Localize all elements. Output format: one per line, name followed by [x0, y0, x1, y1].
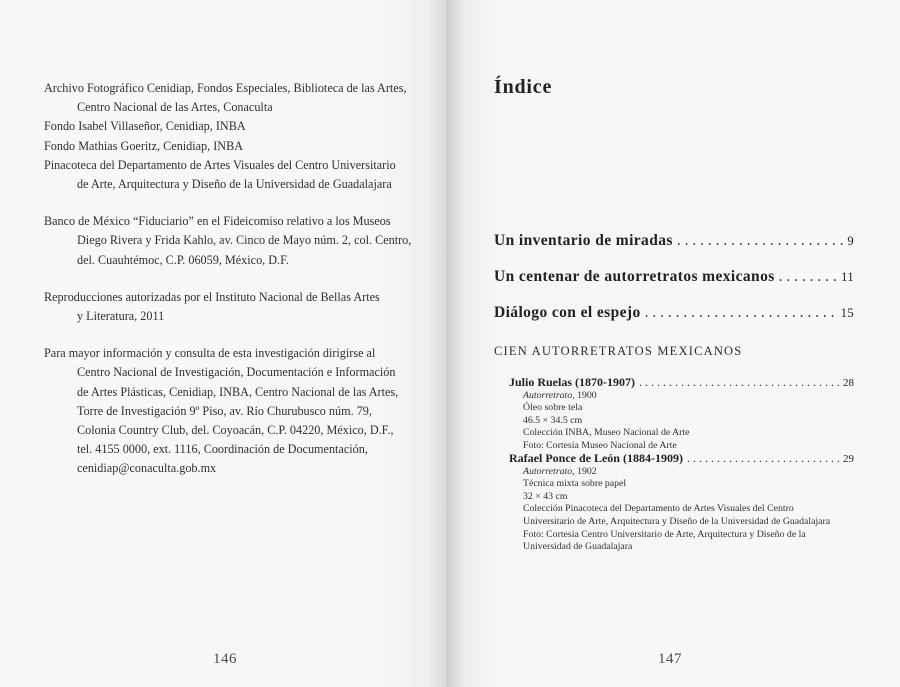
- credit-line: Reproducciones autorizadas por el Instituto Nacional de Bellas Artes: [44, 289, 380, 304]
- toc-page: 9: [847, 234, 854, 248]
- credit-line: de Artes Plásticas, Cenidiap, INBA, Centro Nacional de las Artes,: [77, 384, 399, 399]
- toc-label: Un inventario de miradas: [494, 232, 673, 249]
- artwork-title: Autorretrato: [523, 389, 573, 401]
- entry-leader: [639, 376, 839, 389]
- toc-leader: [677, 232, 844, 250]
- credit-line: Fondo Isabel Villaseñor, Cenidiap, INBA: [44, 119, 246, 134]
- credit-line: cenidiap@conaculta.gob.mx: [77, 461, 217, 476]
- toc-label: Diálogo con el espejo: [494, 304, 641, 321]
- credit-block: [44, 288, 414, 326]
- credit-line: de Arte, Arquitectura y Diseño de la Universidad de Guadalajara: [77, 177, 392, 192]
- credit-line: Centro Nacional de Investigación, Documentación e Información: [77, 365, 396, 380]
- artwork-entry: [509, 452, 854, 554]
- credit-line: tel. 4155 0000, ext. 1116, Coordinación de Documentación,: [77, 442, 368, 457]
- page-number: 146: [213, 651, 237, 667]
- credit-block: [44, 117, 414, 136]
- entry-heading: [509, 376, 854, 390]
- credit-line: Fondo Mathias Goeritz, Cenidiap, INBA: [44, 138, 244, 153]
- credit-block: [44, 137, 414, 156]
- detail-line: 32 × 43 cm: [523, 490, 568, 502]
- detail-line: Técnica mixta sobre papel: [523, 478, 627, 490]
- entry-leader: [687, 452, 839, 465]
- artwork-title: Autorretrato: [523, 465, 573, 477]
- detail-line: Universidad de Guadalajara: [523, 541, 633, 553]
- artwork-title-line: [523, 390, 854, 403]
- credit-line: Para mayor información y consulta de esta investigación dirigirse al: [44, 346, 376, 361]
- entry-page: 28: [843, 377, 854, 389]
- artwork-year: , 1900: [572, 389, 597, 401]
- toc-entry: [494, 268, 854, 286]
- detail-line: Foto: Cortesía Museo Nacional de Arte: [523, 439, 677, 451]
- credit-line: del. Cuauhtémoc, C.P. 06059, México, D.F.: [77, 252, 289, 267]
- credit-block: [44, 212, 414, 270]
- detail-line: Colección Pinacoteca del Departamento de Artes Visuales del Centro: [523, 503, 794, 515]
- detail-line: Universitario de Arte, Arquitectura y Diseño de la Universidad de Guadalajara: [523, 515, 831, 527]
- credit-line: Diego Rivera y Frida Kahlo, av. Cinco de Mayo núm. 2, col. Centro,: [77, 233, 412, 248]
- page-number: 147: [658, 651, 682, 667]
- entry-details: [509, 390, 854, 453]
- toc-entry: [494, 232, 854, 250]
- credit-line: Archivo Fotográfico Cenidiap, Fondos Especiales, Biblioteca de las Artes,: [44, 81, 407, 95]
- toc-label: Un centenar de autorretratos mexicanos: [494, 268, 775, 285]
- credit-line: Colonia Country Club, del. Coyoacán, C.P. 04220, México, D.F.,: [77, 423, 394, 438]
- toc-page: 11: [841, 270, 854, 284]
- credit-line: Torre de Investigación 9º Piso, av. Río Churubusco núm. 79,: [77, 403, 372, 418]
- artist-name: Rafael Ponce de León (1884-1909): [509, 451, 683, 465]
- credit-block: [44, 79, 414, 117]
- section-heading: CIEN AUTORRETRATOS MEXICANOS: [494, 344, 743, 358]
- toc-entry: [494, 304, 854, 322]
- artist-name: Julio Ruelas (1870-1907): [509, 375, 635, 389]
- entry-heading: [509, 452, 854, 466]
- entry-details: [509, 466, 854, 554]
- detail-line: Óleo sobre tela: [523, 402, 583, 414]
- index-title: Índice: [494, 76, 553, 98]
- artwork-entry: [509, 376, 854, 453]
- left-page: [0, 0, 447, 687]
- artwork-title-line: [523, 466, 854, 479]
- detail-line: Foto: Cortesía Centro Universitario de Arte, Arquitectura y Diseño de la: [523, 528, 806, 540]
- detail-line: 46.5 × 34.5 cm: [523, 414, 583, 426]
- credit-line: Pinacoteca del Departamento de Artes Visuales del Centro Universitario: [44, 157, 396, 172]
- photo-credits: [44, 79, 414, 479]
- detail-line: Colección INBA, Museo Nacional de Arte: [523, 427, 690, 439]
- entry-page: 29: [843, 453, 854, 465]
- credit-block: [44, 344, 414, 478]
- toc-page: 15: [840, 306, 854, 320]
- credit-line: y Literatura, 2011: [77, 309, 165, 324]
- toc-leader: [779, 268, 837, 286]
- artwork-year: , 1902: [572, 465, 597, 477]
- credit-block: [44, 156, 414, 194]
- toc-leader: [645, 304, 837, 322]
- credit-line: Banco de México “Fiduciario” en el Fideicomiso relativo a los Museos: [44, 214, 391, 229]
- credit-line: Centro Nacional de las Artes, Conaculta: [77, 100, 273, 115]
